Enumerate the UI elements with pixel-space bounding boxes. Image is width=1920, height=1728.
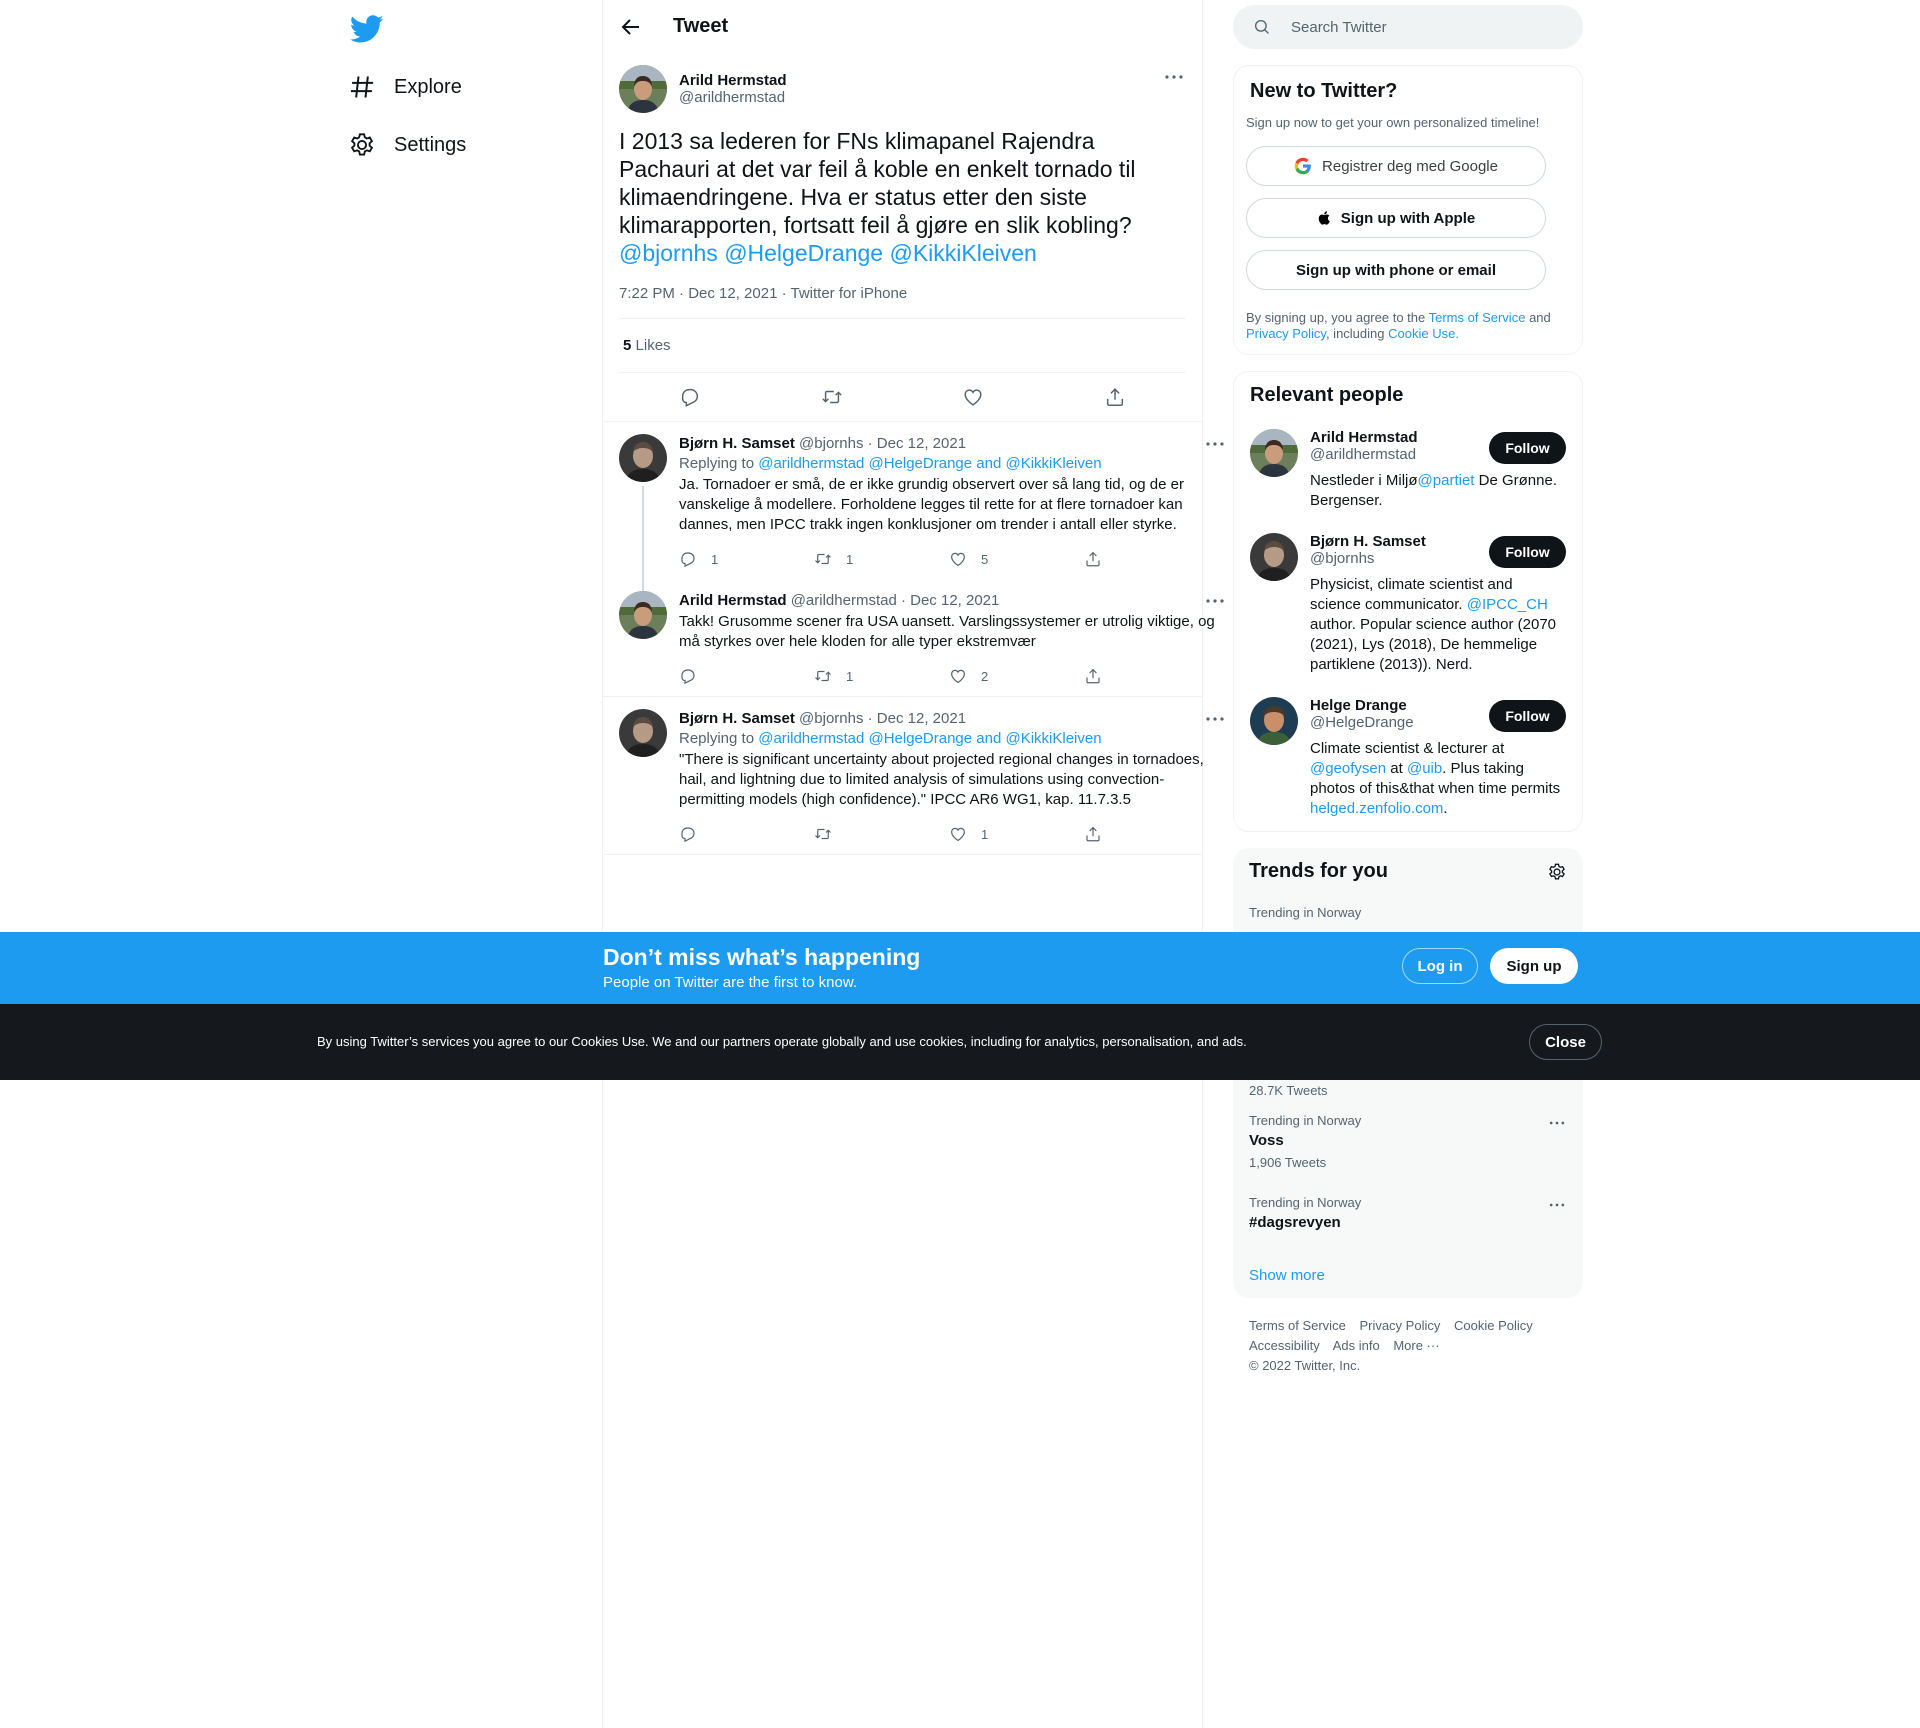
reply-author-name[interactable]: Bjørn H. Samset <box>679 710 795 727</box>
page-title: Tweet <box>673 15 729 37</box>
reply-button[interactable] <box>679 825 814 843</box>
login-button[interactable]: Log in <box>1402 948 1478 984</box>
retweet-icon[interactable] <box>821 386 843 408</box>
google-signup-button[interactable] <box>1246 146 1546 186</box>
reply-meta: @bjornhs · Dec 12, 2021 <box>799 435 967 452</box>
share-button[interactable] <box>1084 550 1219 568</box>
reply-count: 1 <box>711 551 719 567</box>
like-button[interactable] <box>949 667 1084 685</box>
avatar[interactable] <box>1250 429 1298 477</box>
footer-terms-link[interactable]: Terms of Service <box>1249 1318 1346 1333</box>
legal-prefix: By signing up, you agree to the <box>1246 310 1426 325</box>
person-handle: @bjornhs <box>1310 550 1375 567</box>
footer-cookie-link[interactable]: Cookie Policy <box>1453 1318 1533 1333</box>
panel-subtitle: Sign up now to get your own personalized timeline! <box>1246 115 1540 130</box>
like-icon[interactable] <box>962 386 984 408</box>
bio-text: De Grønne. Bergenser. <box>1310 472 1557 509</box>
trend-count: 1,906 Tweets <box>1249 1155 1327 1170</box>
bio-text: at <box>1386 760 1407 777</box>
person-card[interactable] <box>1250 697 1566 819</box>
reply-button[interactable] <box>679 550 814 568</box>
retweet-icon <box>814 667 832 685</box>
like-icon <box>949 825 967 843</box>
more-dots-icon[interactable] <box>1203 432 1227 456</box>
phone-signup-label: Sign up with phone or email <box>1295 261 1496 279</box>
reply-tweet[interactable] <box>603 579 1215 697</box>
privacy-link[interactable]: Privacy Policy <box>1246 326 1326 341</box>
google-icon <box>1294 157 1312 175</box>
avatar[interactable] <box>619 434 667 482</box>
show-more-link[interactable]: Show more <box>1249 1267 1325 1284</box>
like-count: 2 <box>981 668 989 684</box>
tweet-actions <box>619 373 1186 421</box>
reply-tweet[interactable] <box>603 422 1202 579</box>
share-button[interactable] <box>1084 825 1219 843</box>
reply-tweet[interactable] <box>603 697 1202 855</box>
like-count: 5 <box>981 551 989 567</box>
avatar[interactable] <box>619 709 667 757</box>
main-tweet <box>603 53 1202 421</box>
reply-button[interactable] <box>679 667 814 685</box>
back-arrow-icon[interactable] <box>619 15 643 39</box>
bio-text: author. Popular science author (2070 (2021), Lys (2018), De hemmelige partiklene (2013)). Nerd. <box>1310 616 1556 673</box>
reply-meta: @bjornhs · Dec 12, 2021 <box>799 710 967 727</box>
footer-copyright: © 2022 Twitter, Inc. <box>1249 1358 1361 1373</box>
reply-text: Ja. Tornadoer er små, de er ikke grundig observert over så lang tid, og de er vanskelige å modellere. Forholdene legges til rette for at flere tornadoer kan dannes, men IPCC trakk ingen konklusjoner om trender i antall eller styrke. <box>679 476 1184 533</box>
nav-settings[interactable] <box>348 125 466 165</box>
retweet-button[interactable] <box>814 667 949 685</box>
trend-name: Voss <box>1249 1132 1284 1149</box>
search-icon <box>1253 18 1271 36</box>
bio-website-link[interactable]: helged.zenfolio.com <box>1310 800 1444 817</box>
reply-text: Takk! Grusomme scener fra USA uansett. Varslingssystemer er utrolig viktige, og må styrkes over hele kloden for alle typer ekstremvær <box>679 613 1215 650</box>
nav-explore[interactable] <box>348 67 462 107</box>
replying-to-link[interactable]: @arildhermstad @HelgeDrange and @KikkiKleiven <box>758 455 1102 472</box>
trend-name: #dagsrevyen <box>1249 1214 1341 1231</box>
likes-number: 5 <box>623 337 632 354</box>
avatar[interactable] <box>1250 697 1298 745</box>
likes-label: Likes <box>635 337 671 354</box>
search-box[interactable] <box>1233 5 1583 49</box>
follow-button[interactable]: Follow <box>1489 700 1566 732</box>
relevant-people-panel <box>1233 371 1583 832</box>
main-column <box>602 0 1215 1728</box>
replying-to-link[interactable]: @arildhermstad @HelgeDrange and @KikkiKleiven <box>758 730 1102 747</box>
apple-signup-button[interactable] <box>1246 198 1546 238</box>
banner-title: Don’t miss what’s happening <box>603 944 921 970</box>
bio-text: . <box>1443 800 1448 817</box>
reply-icon <box>679 825 697 843</box>
trend-context: Trending in Norway <box>1249 1195 1362 1210</box>
more-dots-icon[interactable] <box>1203 589 1227 613</box>
terms-link[interactable]: Terms of Service <box>1428 310 1526 325</box>
nav-settings-label: Settings <box>394 133 467 156</box>
mention-link[interactable]: @HelgeDrange <box>724 240 884 266</box>
person-name[interactable]: Bjørn H. Samset <box>1310 533 1426 550</box>
more-dots-icon[interactable] <box>1547 1195 1567 1215</box>
share-icon[interactable] <box>1104 386 1126 408</box>
bio-text: Climate scientist & lecturer at <box>1310 740 1505 757</box>
person-card[interactable] <box>1250 533 1566 675</box>
trend-count: 28.7K Tweets <box>1249 1083 1328 1098</box>
tweet-timestamp[interactable]: 7:22 PM · Dec 12, 2021 · Twitter for iPhone <box>619 285 1186 319</box>
cookie-close-button[interactable]: Close <box>1529 1024 1602 1060</box>
footer-accessibility-link[interactable]: Accessibility <box>1249 1338 1320 1353</box>
person-bio <box>1310 575 1566 675</box>
reply-icon <box>679 550 697 568</box>
like-icon <box>949 667 967 685</box>
likes-count[interactable] <box>619 319 1186 373</box>
reply-icon <box>679 667 697 685</box>
search-input[interactable] <box>1291 19 1551 36</box>
like-button[interactable] <box>949 550 1084 568</box>
cookie-use-link[interactable]: Cookie Use. <box>1388 326 1459 341</box>
person-card[interactable] <box>1250 429 1566 511</box>
reply-text: "There is significant uncertainty about projected regional changes in tornadoes, hail, and lightning due to limited analysis of simulations using convection- permitting models (high confidence)." IPCC AR6 WG1, kap. 11.7.3.5 <box>679 751 1204 808</box>
apple-signup-label: Sign up with Apple <box>1340 209 1476 227</box>
trend-item[interactable] <box>1249 1113 1567 1195</box>
bio-text: Nestleder i Miljø <box>1310 472 1418 489</box>
bio-text: . Plus taking photos of this&that when time permits <box>1310 760 1561 797</box>
retweet-button[interactable] <box>814 550 949 568</box>
apple-icon <box>1317 209 1333 227</box>
gear-icon[interactable] <box>1547 862 1567 882</box>
reply-icon[interactable] <box>679 386 701 408</box>
like-count: 1 <box>981 826 989 842</box>
avatar[interactable] <box>619 591 667 639</box>
more-dots-icon[interactable] <box>1162 65 1186 89</box>
legal-including: , including <box>1325 326 1385 341</box>
follow-button[interactable]: Follow <box>1489 432 1566 464</box>
bio-link[interactable]: @IPCC_CH <box>1466 596 1548 613</box>
share-icon <box>1084 825 1102 843</box>
reply-meta: @arildhermstad · Dec 12, 2021 <box>790 592 1000 609</box>
replying-to-label: Replying to <box>679 730 755 747</box>
retweet-icon <box>814 550 832 568</box>
tweet-header <box>603 0 1202 53</box>
cookie-banner <box>0 1004 1920 1080</box>
retweet-count: 1 <box>846 551 854 567</box>
cookie-text: By using Twitter’s services you agree to our Cookies Use. We and our partners operate globally and use cookies, including for analytics, personalisation, and ads. <box>317 1034 1247 1049</box>
google-signup-label: Registrer deg med Google <box>1322 157 1498 175</box>
gear-icon <box>348 131 376 159</box>
twitter-logo-icon[interactable] <box>350 12 384 46</box>
hashtag-icon <box>348 73 376 101</box>
right-sidebar <box>1233 0 1583 1376</box>
more-dots-icon[interactable] <box>1547 1113 1567 1133</box>
person-name[interactable]: Helge Drange <box>1310 697 1407 714</box>
share-icon <box>1084 550 1102 568</box>
person-bio <box>1310 739 1566 819</box>
like-icon <box>949 550 967 568</box>
avatar[interactable] <box>1250 533 1298 581</box>
panel-title: Trends for you <box>1249 860 1388 882</box>
like-button[interactable] <box>949 825 1084 843</box>
mention-link[interactable]: @KikkiKleiven <box>889 240 1037 266</box>
trend-item[interactable] <box>1249 1195 1567 1253</box>
thread-line <box>642 486 644 592</box>
author-handle[interactable]: @arildhermstad <box>679 89 786 106</box>
bio-text: Physicist, climate scientist and science communicator. <box>1310 576 1513 613</box>
share-button[interactable] <box>1084 667 1219 685</box>
tweet-body: I 2013 sa lederen for FNs klimapanel Rajendra Pachauri at det var feil å koble en enkelt tornado til klimaendringene. Hva er status etter den siste klimarapporten, fortsatt feil å gjøre en slik kobling? <box>619 128 1136 238</box>
author-name[interactable]: Arild Hermstad <box>679 72 787 89</box>
phone-email-signup-button[interactable] <box>1246 250 1546 290</box>
bio-link[interactable]: @geofysen <box>1310 760 1387 777</box>
footer-links <box>1233 1316 1583 1376</box>
retweet-button[interactable] <box>814 825 949 843</box>
replying-to-label: Replying to <box>679 455 755 472</box>
footer-ads-link[interactable]: Ads info <box>1332 1338 1380 1353</box>
follow-button[interactable]: Follow <box>1489 536 1566 568</box>
trend-context: Trending in Norway <box>1249 1113 1362 1128</box>
panel-title: New to Twitter? <box>1250 80 1398 102</box>
footer-more-link[interactable]: More ··· <box>1393 1338 1440 1353</box>
bio-link[interactable]: @partiet <box>1417 472 1475 489</box>
signup-banner <box>0 932 1920 1004</box>
reply-author-name[interactable]: Bjørn H. Samset <box>679 435 795 452</box>
tweet-text <box>619 127 1186 267</box>
person-bio <box>1310 471 1566 511</box>
legal-and: and <box>1529 310 1551 325</box>
new-to-twitter-panel <box>1233 65 1583 355</box>
legal-text <box>1246 310 1570 342</box>
bio-link[interactable]: @uib <box>1406 760 1443 777</box>
signup-button[interactable]: Sign up <box>1490 948 1578 984</box>
banner-subtitle: People on Twitter are the first to know. <box>603 974 858 991</box>
main-tweet-author <box>619 65 1186 113</box>
panel-title: Relevant people <box>1250 384 1404 406</box>
mention-link[interactable]: @bjornhs <box>619 240 718 266</box>
reply-author-name[interactable]: Arild Hermstad <box>679 592 787 609</box>
trend-context: Trending in Norway <box>1249 905 1362 920</box>
share-icon <box>1084 667 1102 685</box>
more-dots-icon[interactable] <box>1203 707 1227 731</box>
retweet-icon <box>814 825 832 843</box>
nav-explore-label: Explore <box>394 75 462 98</box>
footer-privacy-link[interactable]: Privacy Policy <box>1359 1318 1441 1333</box>
person-name[interactable]: Arild Hermstad <box>1310 429 1418 446</box>
person-handle: @HelgeDrange <box>1310 714 1414 731</box>
retweet-count: 1 <box>846 668 854 684</box>
avatar[interactable] <box>619 65 667 113</box>
person-handle: @arildhermstad <box>1310 446 1417 463</box>
